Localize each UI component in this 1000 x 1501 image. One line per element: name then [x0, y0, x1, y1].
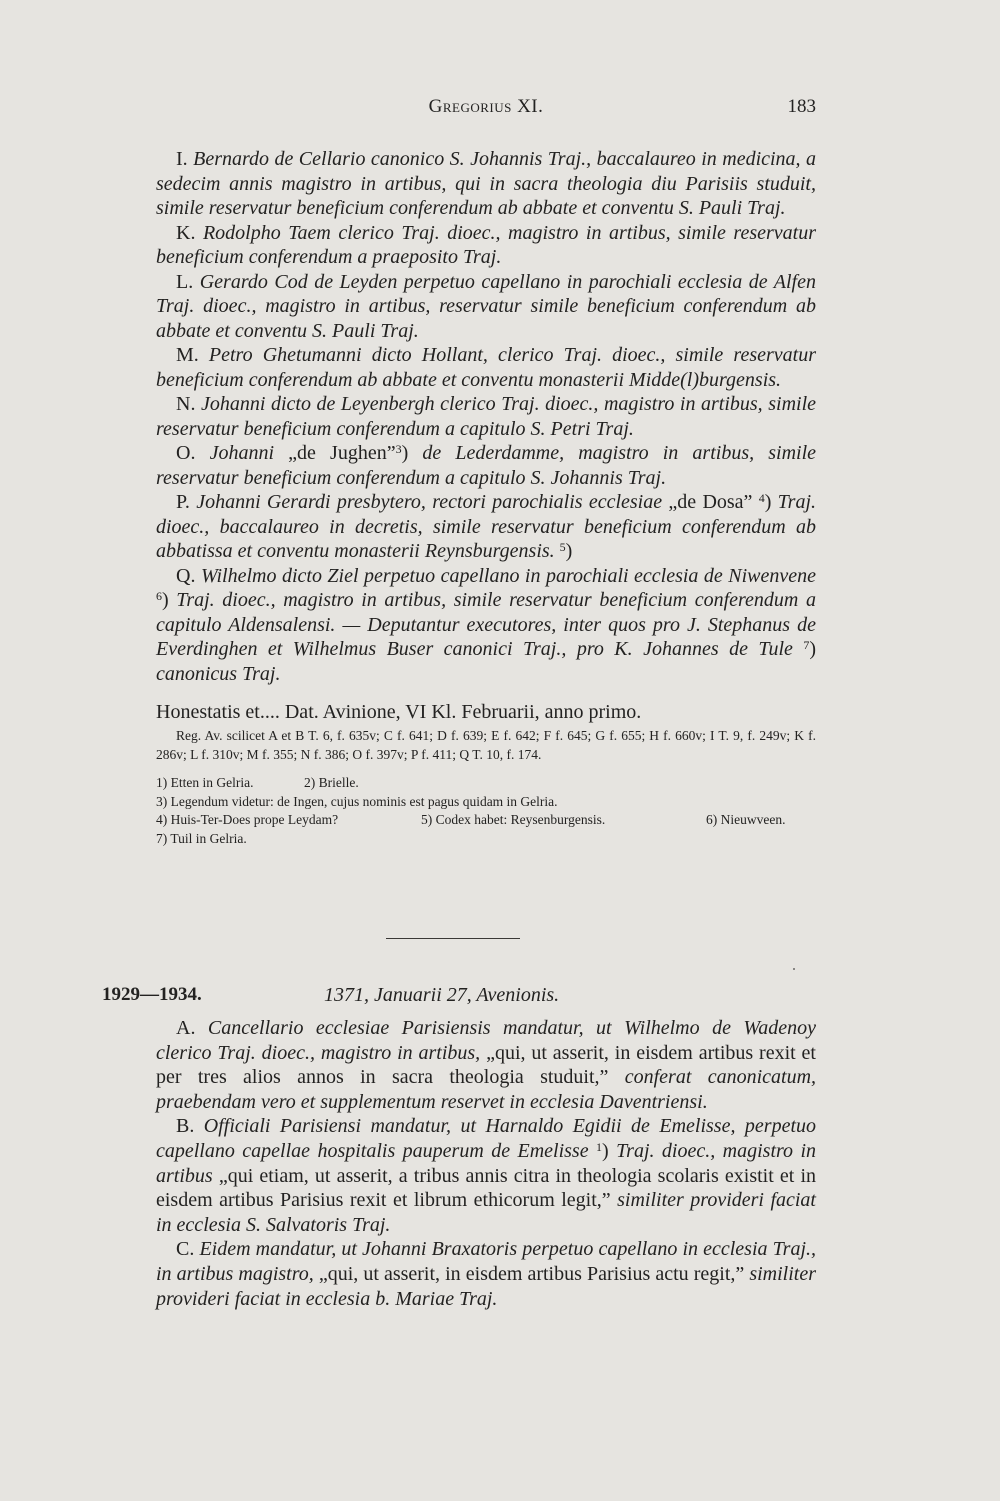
document-number: 1929—1934. [102, 984, 202, 1005]
entry-label: B. [176, 1115, 195, 1138]
entry-b: B. Officiali Parisiensi mandatur, ut Harnaldo Egidii de Emelisse, perpetuo capellano capellae hospitalis pauperum de Emelisse $^1$) Traj. dioec., magistro in artibus „qui etiam, ut asserit, a tribus annis citra in theologia scolaris existit et in eisdem artibus Parisius rexit et librum ethicorum legit,” similiter provideri faciat in ecclesia S. Salvatoris Traj. [156, 1115, 817, 1236]
running-head-title: Gregorius XI. [428, 96, 544, 117]
entry-p: P. Johanni Gerardi presbytero, rectori parochialis ecclesiae „de Dosa” $^4$) Traj. dioec., baccalaureo in decretis, simile reservatur beneficium conferendum ab abbatissa et conventu monasterii Reynsburgensis. $^5$) [156, 491, 817, 562]
entry-text: similiter provideri faciat in ecclesia b. Mariae Traj. [156, 1262, 817, 1310]
footnote-row [156, 793, 816, 812]
entry-label: C. [176, 1238, 195, 1261]
entry-label: N. [176, 393, 196, 415]
entry-text: Johanni dicto de Leyenbergh clerico Traj. dioec., magistro in artibus, simile reservatur beneficium conferendum a capitulo S. Petri Traj. [156, 393, 817, 440]
footnote-ref: 3 [395, 442, 402, 456]
entry-text: conferat canonicatum, praebendam vero et supplementum reservet in ecclesia Daventriensi. [156, 1066, 817, 1113]
entry-label: M. [176, 344, 199, 366]
entry-text: Traj. dioec., magistro in artibus, simile reservatur beneficium conferendum a capitulo Aldensalensi. — Deputantur executores, inter quos pro J. Stephanus de Everdinghen et Wilhelmus Buser canonici Traj., pro K. Johannes de Tule [156, 589, 816, 660]
document-entries [156, 1016, 816, 1311]
footnote-ref: 4 [758, 491, 765, 505]
entries-continued [156, 147, 816, 848]
entry-label: L. [176, 270, 194, 293]
entry-text: Petro Ghetumanni dicto Hollant, clerico Traj. dioec., simile reservatur beneficium conferendum ab abbate et conventu monasterii Midde(l)burgensis. [156, 344, 816, 391]
footnote: 5) Codex habet: Reysenburgensis. [421, 812, 606, 827]
entry-label: I. [176, 148, 188, 170]
entry-text: Traj. dioec., magistro in artibus [156, 1139, 817, 1187]
footnote-row [156, 811, 816, 830]
footnote: 6) Nieuwveen. [706, 812, 786, 827]
entry-i [156, 147, 816, 221]
section-divider [386, 938, 520, 939]
entry-label: P. [176, 491, 190, 513]
entry-text: Wilhelmo dicto Ziel perpetuo capellano in parochiali ecclesia de Niwenvene [200, 564, 817, 587]
entry-c [156, 1237, 816, 1311]
entry-text: Bernardo de Cellario canonico S. Johannis Traj., baccalaureo in medicina, a sedecim annis magistro in artibus, qui in sacra theologia diu Parisiis studuit, simile reservatur beneficium conferendum ab abbate et conventu S. Pauli Traj. [156, 148, 817, 219]
entry-text: de Lederdamme, magistro in artibus, simile reservatur beneficium conferendum a capitulo S. Johannis Traj. [156, 442, 817, 489]
footnote-ref: 1 [596, 1139, 603, 1154]
closing-formula: Honestatis et.... Dat. Avinione, VI Kl. Februarii, anno primo. [156, 701, 642, 723]
document-heading [102, 984, 816, 1014]
entry-n [156, 392, 816, 441]
quoted-name: „de Dosa” [668, 491, 753, 513]
quoted-name: „de Jughen” [288, 442, 396, 464]
entry-text: Gerardo Cod de Leyden perpetuo capellano in parochiali ecclesia de Alfen Traj. dioec., magistro in artibus, reservatur simile beneficium conferendum ab abbate et conventu S. Pauli Traj. [156, 270, 816, 342]
footnote-ref: 7 [803, 638, 810, 652]
entry-m [156, 343, 816, 392]
entry-k [156, 221, 816, 270]
entry-label: O. [176, 442, 196, 464]
entry-l [156, 270, 816, 344]
entry-label: A. [176, 1017, 196, 1039]
register-reference: Reg. Av. scilicet A et B T. 6, f. 635v; C f. 641; D f. 639; E f. 642; F f. 645; G f. 655; H f. 660v; I T. 9, f. 249v; K f. 286v; L f. 310v; M f. 355; N f. 386; O f. 397v; P f. 411; Q T. 10, f. 174. [156, 728, 816, 762]
entry-q: Q. Wilhelmo dicto Ziel perpetuo capellano in parochiali ecclesia de Niwenvene $^6$) Traj. dioec., magistro in artibus, simile reservatur beneficium conferendum a capitulo Aldensalensi. — Deputantur executores, inter quos pro J. Stephanus de Everdinghen et Wilhelmus Buser canonici Traj., pro K. Johannes de Tule $^7$) canonicus Traj. [156, 564, 817, 685]
entry-text: canonicus Traj. [156, 662, 281, 685]
entry-text: Traj. dioec., baccalaureo in decretis, simile reservatur beneficium conferendum ab abbatissa et conventu monasterii Reynsburgensis. [156, 491, 817, 562]
paper-speck [793, 968, 795, 970]
footnote: 1) Etten in Gelria. [156, 775, 254, 790]
footnote: 3) Legendum videtur: de Ingen, cujus nominis est pagus quidam in Gelria. [156, 793, 558, 809]
quoted-text: „qui, ut asserit, in eisdem artibus Parisius actu regit,” [318, 1262, 745, 1285]
footnote: 7) Tuil in Gelria. [156, 830, 247, 846]
footnotes [156, 774, 816, 848]
footnote: 2) Brielle. [304, 775, 359, 790]
entry-a [156, 1016, 816, 1114]
entry-label: Q. [176, 564, 196, 587]
entry-text: Johanni Gerardi presbytero, rectori parochialis ecclesiae [196, 491, 663, 513]
entry-text: similiter provideri faciat in ecclesia S. Salvatoris Traj. [156, 1189, 816, 1236]
footnote-ref: 5 [559, 540, 566, 554]
footnote-ref: 6 [156, 589, 162, 603]
entry-text: Officiali Parisiensi mandatur, ut Harnaldo Egidii de Emelisse, perpetuo capellano capellae hospitalis pauperum de Emelisse [156, 1115, 816, 1162]
running-head [156, 96, 816, 126]
footnote-row [156, 830, 816, 849]
entry-text: Rodolpho Taem clerico Traj. dioec., magistro in artibus, simile reservatur beneficium conferendum a praeposito Traj. [156, 221, 816, 268]
footnote-row [156, 774, 816, 793]
document-date: 1371, Januarii 27, Avenionis. [324, 984, 560, 1006]
quoted-text: „qui etiam, ut asserit, a tribus annis citra in theologia scolaris existit et in eisdem artibus Parisius rexit et librum ethicorum legit,” [156, 1164, 817, 1212]
entry-label: K. [176, 221, 196, 244]
footnote: 4) Huis-Ter-Does prope Leydam? [156, 812, 339, 827]
entry-o: O. Johanni „de Jughen”$^3$) de Lederdamme, magistro in artibus, simile reservatur beneficium conferendum a capitulo S. Johannis Traj. [156, 442, 817, 489]
entry-text: Johanni [209, 442, 275, 464]
entry-text: Eidem mandatur, ut Johanni Braxatoris perpetuo capellano in ecclesia Traj., in artibus magistro, [156, 1238, 816, 1285]
entry-text: Cancellario ecclesiae Parisiensis mandatur, ut Wilhelmo de Wadenoy clerico Traj. dioec., magistro in artibus, [156, 1017, 816, 1064]
quoted-text: „qui, ut asserit, in eisdem artibus rexit et per tres alios annos in sacra theologia studuit,” [156, 1041, 816, 1089]
page-number: 183 [787, 96, 816, 117]
